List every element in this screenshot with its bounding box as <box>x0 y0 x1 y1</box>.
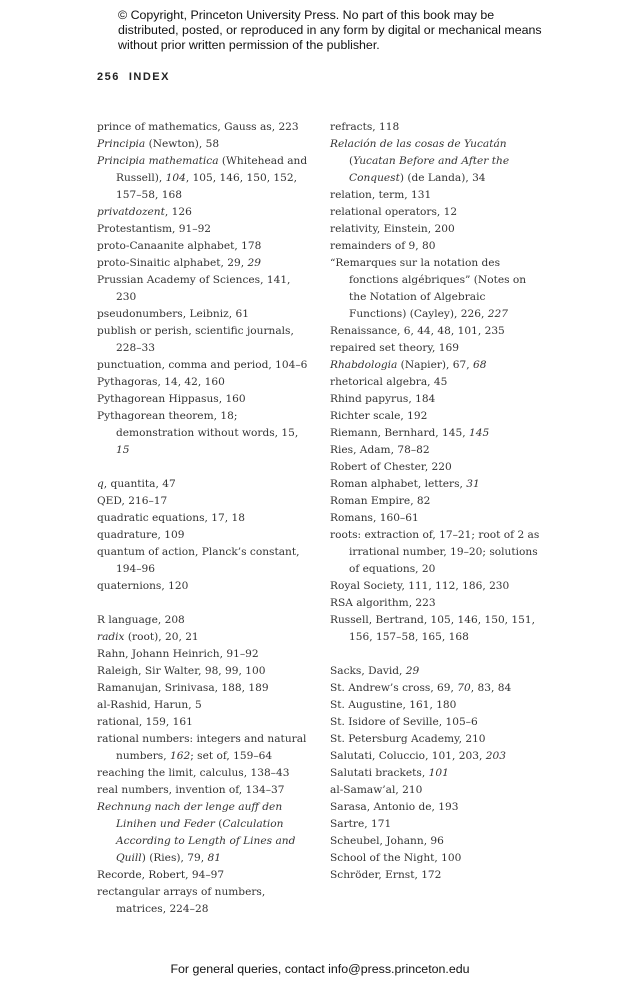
index-entry-text: St. Andrew’s cross, 69, <box>330 682 458 694</box>
index-entry <box>330 459 545 476</box>
index-entry <box>330 714 545 731</box>
index-entry-text: reaching the limit, calculus, 138–43 <box>97 767 290 779</box>
index-entry-text: relation, term, 131 <box>330 189 432 201</box>
index-entry-text: proto-Sinaitic alphabet, 29, <box>97 257 248 269</box>
index-entry-text: , 105, 146, 150, 152, 157–58, 168 <box>116 172 298 201</box>
index-entry-text: pseudonumbers, Leibniz, 61 <box>97 308 249 320</box>
index-entry-text: 70 <box>457 682 471 694</box>
index-entry <box>330 493 545 510</box>
index-column-right <box>330 119 545 884</box>
index-entry <box>330 612 545 646</box>
index-entry <box>330 816 545 833</box>
index-entry <box>97 731 312 765</box>
index-entry-text: 31 <box>466 478 480 490</box>
index-entry-text: rhetorical algebra, 45 <box>330 376 448 388</box>
index-entry <box>97 391 312 408</box>
index-entry-text: “Remarques sur la notation des fonctions algébriques” (Notes on the Notation of Algebraic Functions) (Cayley), 226, <box>330 257 527 320</box>
index-entry <box>97 646 312 663</box>
index-entry-text: refracts, 118 <box>330 121 400 133</box>
index-entry <box>330 136 545 187</box>
index-entry-text: (Newton), 58 <box>145 138 220 150</box>
index-entry-text: Pythagorean theorem, 18; demonstration without words, 15, <box>97 410 299 439</box>
index-entry <box>330 595 545 612</box>
index-entry-text: Renaissance, 6, 44, 48, 101, 235 <box>330 325 505 337</box>
index-entry <box>97 765 312 782</box>
index-entry <box>97 799 312 867</box>
index-entry-text: Protestantism, 91–92 <box>97 223 212 235</box>
index-entry-text: 29 <box>405 665 420 677</box>
index-entry-text: Roman alphabet, letters, <box>330 478 467 490</box>
page-number: 256 <box>97 71 120 83</box>
index-entry <box>97 136 312 153</box>
index-entry-text: (Napier), 67, <box>397 359 473 371</box>
index-entry <box>330 527 545 578</box>
index-entry <box>97 153 312 204</box>
letter-group-gap <box>97 595 312 612</box>
index-entry-text: quadrature, 109 <box>97 529 185 541</box>
index-entry <box>330 578 545 595</box>
index-entry-text: Rechnung nach der lenge auff den Linihen und Feder <box>97 801 283 830</box>
index-entry-text: quaternions, 120 <box>97 580 189 592</box>
index-entry <box>97 272 312 306</box>
index-entry-text: RSA algorithm, 223 <box>330 597 436 609</box>
index-entry-text: Robert of Chester, 220 <box>330 461 452 473</box>
index-entry <box>97 629 312 646</box>
index-entry-text: Recorde, Robert, 94–97 <box>97 869 225 881</box>
index-entry <box>97 663 312 680</box>
index-entry-text: q <box>97 478 104 490</box>
index-entry <box>330 833 545 850</box>
section-title: INDEX <box>128 71 170 83</box>
index-entry <box>97 204 312 221</box>
index-entry-text: Yucatan Before and After the Conquest <box>349 155 510 184</box>
index-entry <box>97 323 312 357</box>
index-entry-text: 15 <box>116 444 130 456</box>
index-entry-text: Schröder, Ernst, 172 <box>330 869 442 881</box>
index-entry <box>330 204 545 221</box>
index-entry-text: Rhabdologia <box>330 359 398 371</box>
index-entry <box>330 374 545 391</box>
index-entry-text: Principia mathematica <box>97 155 219 167</box>
index-entry-text: Romans, 160–61 <box>330 512 419 524</box>
index-entry <box>330 697 545 714</box>
index-entry-text: 81 <box>207 852 221 864</box>
index-entry-text: proto-Canaanite alphabet, 178 <box>97 240 262 252</box>
index-entry-text: Raleigh, Sir Walter, 98, 99, 100 <box>97 665 266 677</box>
index-entry <box>330 442 545 459</box>
index-entry <box>97 527 312 544</box>
index-entry-text: Pythagorean Hippasus, 160 <box>97 393 246 405</box>
index-entry <box>330 357 545 374</box>
index-entry-text: Principia <box>97 138 146 150</box>
index-entry <box>97 119 312 136</box>
index-entry <box>330 255 545 323</box>
index-entry-text: repaired set theory, 169 <box>330 342 459 354</box>
index-entry-text: Ramanujan, Srinivasa, 188, 189 <box>97 682 269 694</box>
index-entry-text: Richter scale, 192 <box>330 410 428 422</box>
index-entry-text: Salutati brackets, <box>330 767 429 779</box>
index-entry-text: Royal Society, 111, 112, 186, 230 <box>330 580 510 592</box>
index-entry <box>330 425 545 442</box>
index-entry-text: St. Augustine, 161, 180 <box>330 699 457 711</box>
index-entry <box>97 374 312 391</box>
index-entry-text: real numbers, invention of, 134–37 <box>97 784 285 796</box>
index-entry <box>330 748 545 765</box>
index-entry <box>330 510 545 527</box>
index-entry-text: Ries, Adam, 78–82 <box>330 444 430 456</box>
index-entry-text: (root), 20, 21 <box>124 631 199 643</box>
index-entry-text: radix <box>97 631 125 643</box>
copyright-notice: © Copyright, Princeton University Press. No part of this book may be distributed, posted, or reproduced in any form by digital or mechanical means without prior written permission of the publisher. <box>118 8 542 52</box>
index-entry-text: privatdozent <box>97 206 165 218</box>
index-entry-text: 68 <box>472 359 487 371</box>
index-entry <box>330 408 545 425</box>
index-entry-text: quadratic equations, 17, 18 <box>97 512 245 524</box>
index-column-left <box>97 119 312 918</box>
index-entry-text: (Whitehead and Russell), <box>116 155 308 184</box>
index-entry-text: , quantita, 47 <box>103 478 176 490</box>
index-entry <box>330 238 545 255</box>
index-entry-text: Scheubel, Johann, 96 <box>330 835 444 847</box>
index-entry-text: ( <box>214 818 223 830</box>
index-entry-text: al-Samaw’al, 210 <box>330 784 423 796</box>
index-entry-text: Prussian Academy of Sciences, 141, 230 <box>97 274 291 303</box>
index-entry <box>97 221 312 238</box>
index-entry <box>97 680 312 697</box>
index-entry-text: St. Isidore of Seville, 105–6 <box>330 716 478 728</box>
index-entry <box>330 782 545 799</box>
index-entry-text: 203 <box>485 750 506 762</box>
index-entry-text: Sacks, David, <box>330 665 406 677</box>
index-entry-text: punctuation, comma and period, 104–6 <box>97 359 308 371</box>
index-entry-text: 104 <box>165 172 186 184</box>
index-entry-text: Rhind papyrus, 184 <box>330 393 436 405</box>
index-entry-text: , 83, 84 <box>470 682 512 694</box>
index-entry <box>97 578 312 595</box>
index-entry <box>97 884 312 918</box>
index-entry-text: remainders of 9, 80 <box>330 240 436 252</box>
index-entry <box>330 119 545 136</box>
index-entry-text: 29 <box>247 257 261 269</box>
index-entry <box>330 867 545 884</box>
letter-group-gap <box>97 459 312 476</box>
index-entry <box>330 680 545 697</box>
index-entry-text: Riemann, Bernhard, 145, <box>330 427 469 439</box>
index-entry-text: Roman Empire, 82 <box>330 495 431 507</box>
index-entry <box>330 663 545 680</box>
index-entry <box>330 850 545 867</box>
index-entry-text: quantum of action, Planck’s constant, 194–96 <box>97 546 300 575</box>
index-entry-text: Pythagoras, 14, 42, 160 <box>97 376 225 388</box>
index-entry <box>97 510 312 527</box>
index-entry <box>330 221 545 238</box>
index-entry <box>330 391 545 408</box>
index-entry-text: 162 <box>169 750 191 762</box>
footer-contact: For general queries, contact info@press.princeton.edu <box>170 962 470 976</box>
index-entry-text: School of the Night, 100 <box>330 852 462 864</box>
index-entry <box>330 187 545 204</box>
index-entry <box>97 697 312 714</box>
index-entry-text: Calculation According to Length of Lines and Quill <box>116 818 296 864</box>
index-entry <box>97 544 312 578</box>
index-entry <box>97 238 312 255</box>
index-entry <box>97 408 312 459</box>
index-entry <box>330 476 545 493</box>
index-entry <box>97 493 312 510</box>
running-head <box>97 71 179 83</box>
index-entry-text: rational, 159, 161 <box>97 716 193 728</box>
index-entry <box>97 782 312 799</box>
index-entry <box>97 612 312 629</box>
index-entry <box>330 340 545 357</box>
index-entry-text: 227 <box>487 308 508 320</box>
letter-group-gap <box>330 646 545 663</box>
index-entry-text: Relación de las cosas de Yucatán <box>330 138 507 150</box>
index-entry-text: ) (de Landa), 34 <box>399 172 486 184</box>
index-entry-text: Sarasa, Antonio de, 193 <box>330 801 459 813</box>
index-entry <box>97 714 312 731</box>
index-entry-text: QED, 216–17 <box>97 495 168 507</box>
index-entry <box>330 323 545 340</box>
index-entry-text: publish or perish, scientific journals, 228–33 <box>97 325 294 354</box>
index-entry-text: ) (Ries), 79, <box>141 852 208 864</box>
index-entry-text: Sartre, 171 <box>330 818 392 830</box>
index-entry-text: rectangular arrays of numbers, matrices, 224–28 <box>97 886 266 915</box>
index-entry-text: roots: extraction of, 17–21; root of 2 as irrational number, 19–20; solutions of equations, 20 <box>330 529 540 575</box>
index-entry <box>330 799 545 816</box>
index-entry-text: rational numbers: integers and natural numbers, <box>97 733 307 762</box>
index-entry-text: Salutati, Coluccio, 101, 203, <box>330 750 486 762</box>
index-entry-text: R language, 208 <box>97 614 185 626</box>
index-entry-text: relativity, Einstein, 200 <box>330 223 455 235</box>
index-entry <box>97 476 312 493</box>
index-entry-text: Russell, Bertrand, 105, 146, 150, 151, 156, 157–58, 165, 168 <box>330 614 536 643</box>
index-entry-text: Rahn, Johann Heinrich, 91–92 <box>97 648 259 660</box>
index-entry <box>330 765 545 782</box>
index-entry-text: 145 <box>469 427 490 439</box>
index-entry-text: relational operators, 12 <box>330 206 458 218</box>
index-entry-text: , 126 <box>164 206 192 218</box>
index-entry-text: ( <box>349 155 354 167</box>
index-entry-text: prince of mathematics, Gauss as, 223 <box>97 121 299 133</box>
index-entry-text: 101 <box>428 767 449 779</box>
index-entry <box>97 255 312 272</box>
index-entry-text: ; set of, 159–64 <box>190 750 273 762</box>
index-entry <box>330 731 545 748</box>
index-entry <box>97 306 312 323</box>
index-entry-text: al-Rashid, Harun, 5 <box>97 699 202 711</box>
index-entry <box>97 357 312 374</box>
index-entry-text: St. Petersburg Academy, 210 <box>330 733 486 745</box>
index-entry <box>97 867 312 884</box>
